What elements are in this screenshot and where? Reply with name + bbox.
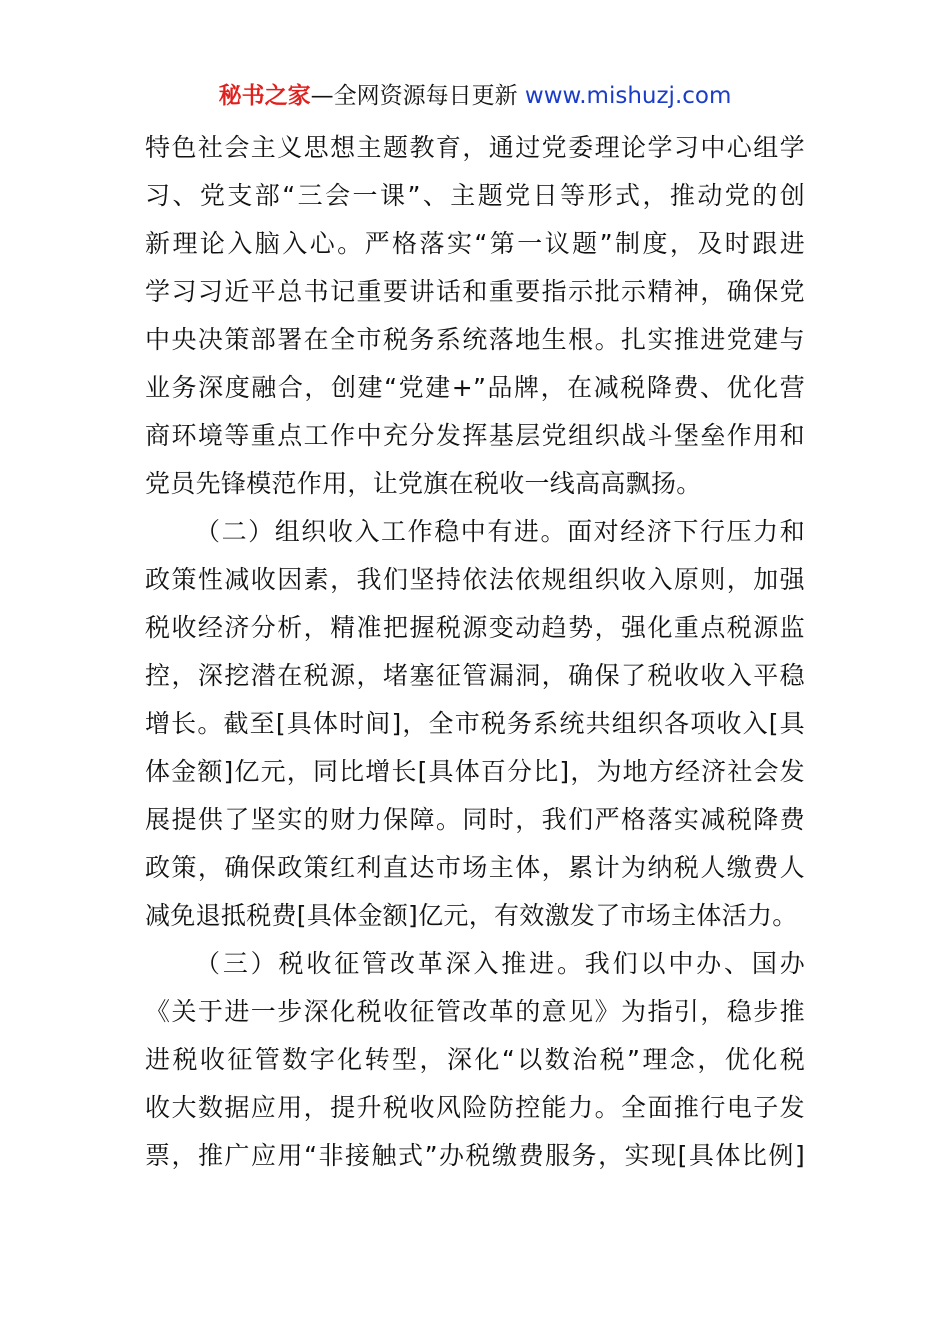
site-url[interactable]: www.mishuzj.com bbox=[524, 83, 732, 109]
site-brand: 秘书之家 bbox=[218, 83, 311, 109]
text-line: 中央决策部署在全市税务系统落地生根。扎实推进党建与 bbox=[145, 325, 805, 354]
text-line: 习、党支部“三会一课”、主题党日等形式，推动党的创 bbox=[145, 181, 805, 210]
site-tagline: —全网资源每日更新 bbox=[310, 83, 525, 109]
paragraph-heading-line: （二）组织收入工作稳中有进。面对经济下行压力和 bbox=[195, 517, 805, 546]
text-line: 进税收征管数字化转型，深化“以数治税”理念，优化税 bbox=[145, 1045, 805, 1074]
text-line: 新理论入脑入心。严格落实“第一议题”制度，及时跟进 bbox=[145, 229, 805, 258]
site-header bbox=[0, 80, 950, 112]
text-line: 政策，确保政策红利直达市场主体，累计为纳税人缴费人 bbox=[145, 853, 805, 882]
text-line: 党员先锋模范作用，让党旗在税收一线高高飘扬。 bbox=[145, 469, 702, 498]
text-line: 收大数据应用，提升税收风险防控能力。全面推行电子发 bbox=[145, 1093, 805, 1122]
text-line: 增长。截至[具体时间]，全市税务系统共组织各项收入[具 bbox=[145, 709, 805, 738]
text-line: 税收经济分析，精准把握税源变动趋势，强化重点税源监 bbox=[145, 613, 805, 642]
text-line: 特色社会主义思想主题教育，通过党委理论学习中心组学 bbox=[145, 133, 805, 162]
text-line: 商环境等重点工作中充分发挥基层党组织战斗堡垒作用和 bbox=[145, 421, 805, 450]
text-line: 《关于进一步深化税收征管改革的意见》为指引，稳步推 bbox=[145, 997, 805, 1026]
text-line: 票，推广应用“非接触式”办税缴费服务，实现[具体比例] bbox=[145, 1141, 805, 1170]
text-line: 减免退抵税费[具体金额]亿元，有效激发了市场主体活力。 bbox=[145, 901, 798, 930]
text-line: 政策性减收因素，我们坚持依法依规组织收入原则，加强 bbox=[145, 565, 805, 594]
text-line: 展提供了坚实的财力保障。同时，我们严格落实减税降费 bbox=[145, 805, 805, 834]
text-line: 学习习近平总书记重要讲话和重要指示批示精神，确保党 bbox=[145, 277, 805, 306]
paragraph-heading-line: （三）税收征管改革深入推进。我们以中办、国办 bbox=[195, 949, 805, 978]
text-line: 业务深度融合，创建“党建+”品牌，在减税降费、优化营 bbox=[145, 373, 805, 402]
document-body bbox=[145, 124, 805, 1180]
text-line: 体金额]亿元，同比增长[具体百分比]，为地方经济社会发 bbox=[145, 757, 805, 786]
text-line: 控，深挖潜在税源，堵塞征管漏洞，确保了税收收入平稳 bbox=[145, 661, 805, 690]
